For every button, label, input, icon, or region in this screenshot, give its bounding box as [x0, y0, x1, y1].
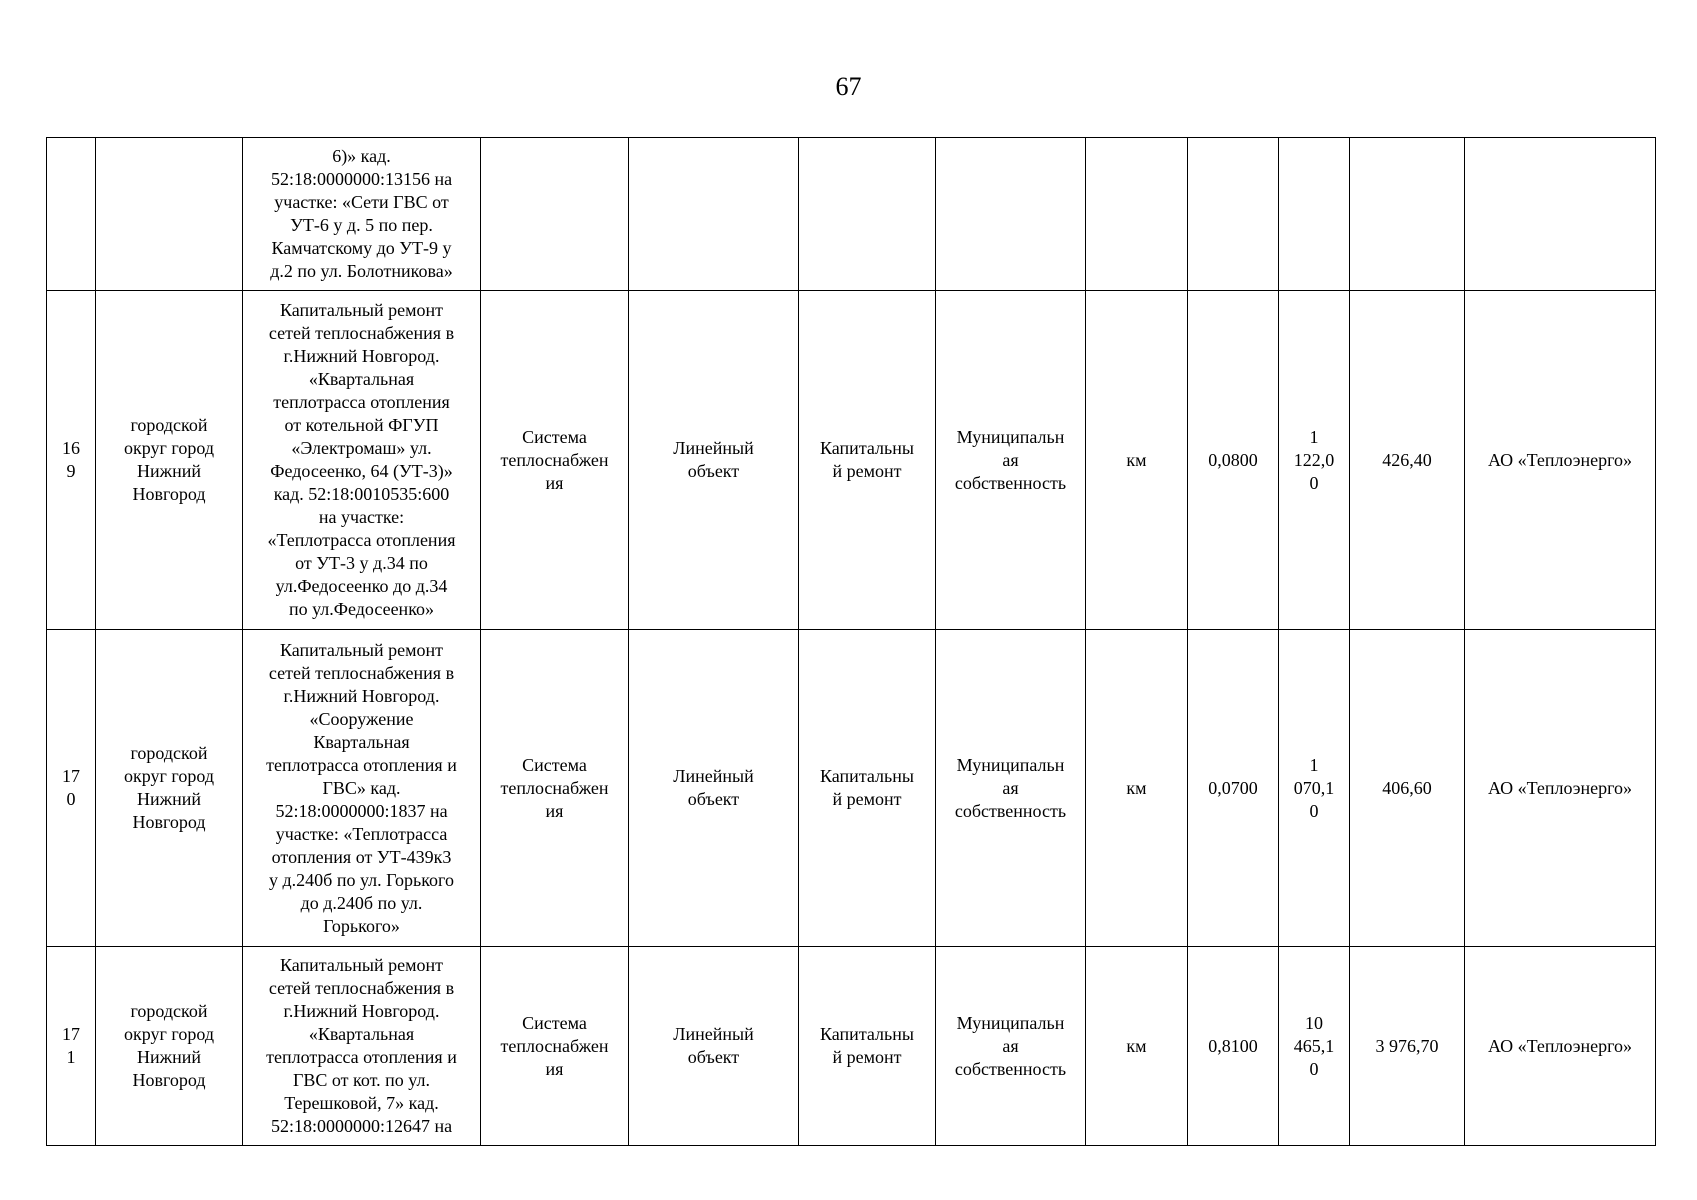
cell-organization: АО «Теплоэнерго»: [1465, 291, 1656, 630]
cell-amount: 0,0800: [1188, 291, 1279, 630]
cell-number: 17 1: [47, 947, 96, 1146]
table-row: [47, 291, 1656, 630]
cell-cost: 1 070,1 0: [1279, 630, 1350, 947]
cell-work-type: Капитальны й ремонт: [799, 291, 936, 630]
cell-ownership: [936, 138, 1086, 291]
cell-amount: 0,0700: [1188, 630, 1279, 947]
cell-unit: км: [1086, 291, 1188, 630]
cell-organization: [1465, 138, 1656, 291]
cell-system: Система теплоснабжен ия: [481, 947, 629, 1146]
cell-description: Капитальный ремонт сетей теплоснабжения в г.Нижний Новгород. «Квартальная теплотрасса отопления от котельной ФГУП «Электромаш» ул. Федосеенко, 64 (УТ-3)» кад. 52:18:0010535:600 на участке: «Теплотрасса отопления от УТ-3 у д.34 по ул.Федосеенко до д.34 по ул.Федосеенко»: [243, 291, 481, 630]
cell-cost: [1279, 138, 1350, 291]
cell-cost-2: 426,40: [1350, 291, 1465, 630]
cell-municipality: городской округ город Нижний Новгород: [96, 947, 243, 1146]
cell-ownership: Муниципальн ая собственность: [936, 291, 1086, 630]
cell-amount: [1188, 138, 1279, 291]
cell-system: Система теплоснабжен ия: [481, 291, 629, 630]
page-number: 67: [835, 72, 862, 101]
cell-organization: АО «Теплоэнерго»: [1465, 947, 1656, 1146]
cell-number: [47, 138, 96, 291]
cell-object-type: [629, 138, 799, 291]
table-row: [47, 138, 1656, 291]
cell-object-type: Линейный объект: [629, 947, 799, 1146]
cell-amount: 0,8100: [1188, 947, 1279, 1146]
investment-program-table: [46, 137, 1656, 1146]
cell-work-type: [799, 138, 936, 291]
cell-municipality: [96, 138, 243, 291]
cell-object-type: Линейный объект: [629, 630, 799, 947]
cell-description: 6)» кад. 52:18:0000000:13156 на участке: «Сети ГВС от УТ-6 у д. 5 по пер. Камчатскому до УТ-9 у д.2 по ул. Болотникова»: [243, 138, 481, 291]
cell-description: Капитальный ремонт сетей теплоснабжения в г.Нижний Новгород. «Сооружение Квартальная теплотрасса отопления и ГВС» кад. 52:18:0000000:1837 на участке: «Теплотрасса отопления от УТ-439к3 у д.240б по ул. Горького до д.240б по ул. Горького»: [243, 630, 481, 947]
cell-ownership: Муниципальн ая собственность: [936, 947, 1086, 1146]
cell-description: Капитальный ремонт сетей теплоснабжения в г.Нижний Новгород. «Квартальная теплотрасса отопления и ГВС от кот. по ул. Терешковой, 7» кад. 52:18:0000000:12647 на: [243, 947, 481, 1146]
cell-number: 16 9: [47, 291, 96, 630]
cell-cost-2: 406,60: [1350, 630, 1465, 947]
cell-unit: км: [1086, 947, 1188, 1146]
cell-cost-2: [1350, 138, 1465, 291]
cell-cost-2: 3 976,70: [1350, 947, 1465, 1146]
cell-system: [481, 138, 629, 291]
cell-system: Система теплоснабжен ия: [481, 630, 629, 947]
cell-unit: км: [1086, 630, 1188, 947]
cell-organization: АО «Теплоэнерго»: [1465, 630, 1656, 947]
cell-municipality: городской округ город Нижний Новгород: [96, 630, 243, 947]
table-row: [47, 630, 1656, 947]
cell-work-type: Капитальны й ремонт: [799, 947, 936, 1146]
cell-number: 17 0: [47, 630, 96, 947]
table-row: [47, 947, 1656, 1146]
cell-object-type: Линейный объект: [629, 291, 799, 630]
cell-unit: [1086, 138, 1188, 291]
cell-ownership: Муниципальн ая собственность: [936, 630, 1086, 947]
cell-work-type: Капитальны й ремонт: [799, 630, 936, 947]
cell-cost: 10 465,1 0: [1279, 947, 1350, 1146]
cell-cost: 1 122,0 0: [1279, 291, 1350, 630]
cell-municipality: городской округ город Нижний Новгород: [96, 291, 243, 630]
